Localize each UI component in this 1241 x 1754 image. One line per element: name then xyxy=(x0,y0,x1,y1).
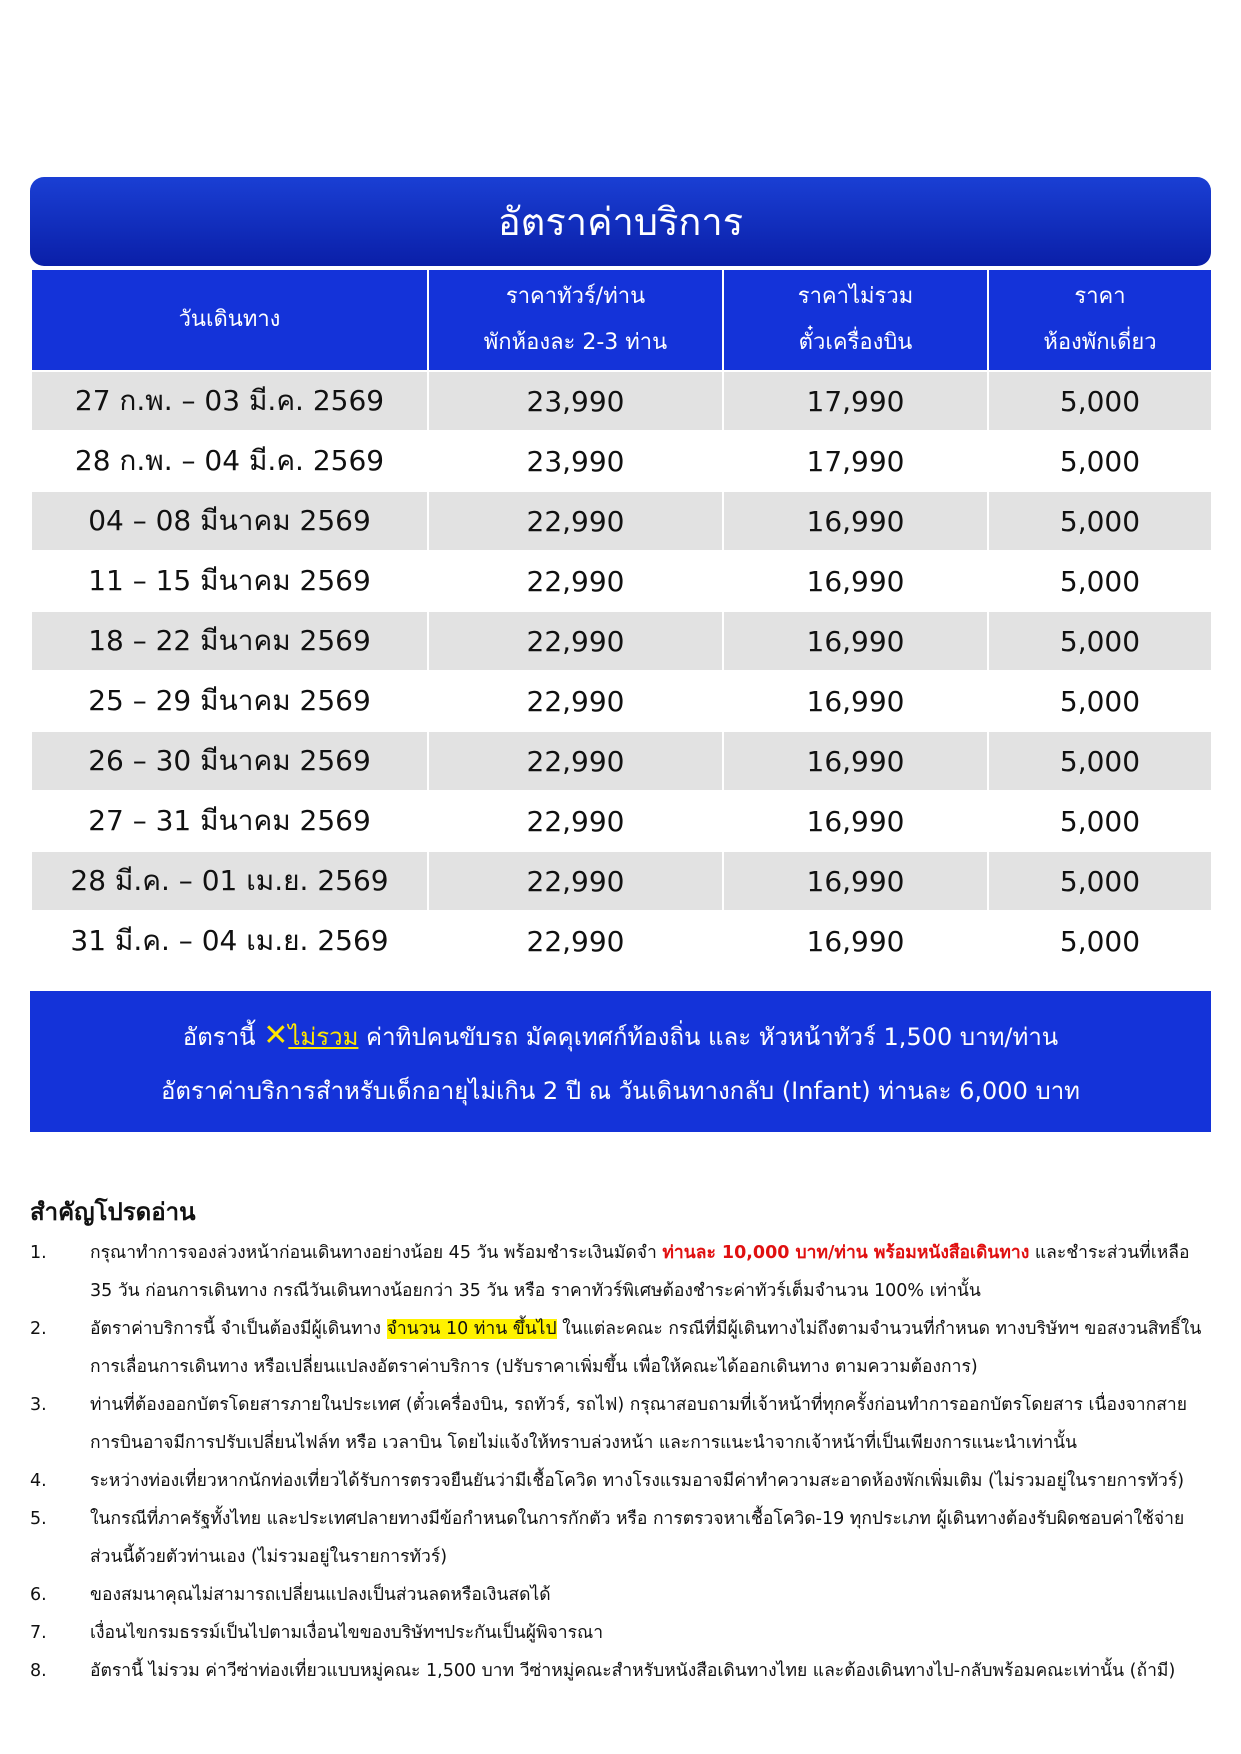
no-flight-price-cell: 16,990 xyxy=(723,611,988,671)
single-room-cell: 5,000 xyxy=(988,911,1212,971)
list-item xyxy=(30,1386,1215,1462)
no-flight-price-cell: 16,990 xyxy=(723,551,988,611)
header-single-room-price xyxy=(988,269,1212,371)
tour-price-cell: 22,990 xyxy=(428,611,723,671)
item-number: 5. xyxy=(30,1509,47,1529)
table-row xyxy=(31,791,1212,851)
rates-table xyxy=(30,268,1213,972)
tour-price-cell: 23,990 xyxy=(428,431,723,491)
header-line: ห้องพักเดี่ยว xyxy=(1043,330,1157,355)
note-text: อัตรานี้ xyxy=(182,1023,264,1051)
tour-price-cell: 23,990 xyxy=(428,371,723,431)
list-item xyxy=(30,1576,1215,1614)
no-flight-price-cell: 16,990 xyxy=(723,791,988,851)
rate-note-box xyxy=(30,991,1211,1132)
single-room-cell: 5,000 xyxy=(988,731,1212,791)
no-flight-price-cell: 16,990 xyxy=(723,671,988,731)
note-text: ค่าทิปคนขับรถ มัคคุเทศก์ท้องถิ่น และ หัวหน้าทัวร์ 1,500 บาท/ท่าน xyxy=(358,1023,1059,1051)
single-room-cell: 5,000 xyxy=(988,851,1212,911)
no-flight-price-cell: 16,990 xyxy=(723,911,988,971)
date-cell: 18 – 22 มีนาคม 2569 xyxy=(31,611,428,671)
no-flight-price-cell: 17,990 xyxy=(723,371,988,431)
date-cell: 28 ก.พ. – 04 มี.ค. 2569 xyxy=(31,431,428,491)
no-flight-price-cell: 16,990 xyxy=(723,731,988,791)
header-no-flight-price xyxy=(723,269,988,371)
list-item xyxy=(30,1500,1215,1576)
item-number: 8. xyxy=(30,1661,47,1681)
item-text: อัตรานี้ ไม่รวม ค่าวีซ่าท่องเที่ยวแบบหมู่คณะ 1,500 บาท วีซ่าหมู่คณะสำหรับหนังสือเดินทางไทย และต้องเดินทางไป-กลับพร้อมคณะเท่านั้น (ถ้ามี) xyxy=(90,1661,1176,1681)
date-cell: 04 – 08 มีนาคม 2569 xyxy=(31,491,428,551)
single-room-cell: 5,000 xyxy=(988,791,1212,851)
single-room-cell: 5,000 xyxy=(988,611,1212,671)
item-text: ระหว่างท่องเที่ยวหากนักท่องเที่ยวได้รับการตรวจยืนยันว่ามีเชื้อโควิด ทางโรงแรมอาจมีค่าทำความสะอาดห้องพักเพิ่มเติม (ไม่รวมอยู่ในรายการทัวร์) xyxy=(90,1471,1185,1491)
important-list xyxy=(30,1234,1215,1690)
table-row xyxy=(31,731,1212,791)
date-cell: 31 มี.ค. – 04 เม.ย. 2569 xyxy=(31,911,428,971)
table-header-row xyxy=(31,269,1212,371)
single-room-cell: 5,000 xyxy=(988,491,1212,551)
table-row xyxy=(31,431,1212,491)
header-line: ราคา xyxy=(1074,284,1126,309)
single-room-cell: 5,000 xyxy=(988,371,1212,431)
note-line-exclusions xyxy=(30,1017,1211,1056)
item-text: เงื่อนไขกรมธรรม์เป็นไปตามเงื่อนไขของบริษัทฯประกันเป็นผู้พิจารณา xyxy=(90,1623,604,1643)
date-cell: 11 – 15 มีนาคม 2569 xyxy=(31,551,428,611)
tour-price-cell: 22,990 xyxy=(428,851,723,911)
item-text: ในแต่ละคณะ กรณีที่มีผู้เดินทางไม่ถึงตามจำนวนที่กำหนด ทางบริษัทฯ ขอสงวนสิทธิ์ในการเลื่อนการเดินทาง หรือเปลี่ยนแปลงอัตราค่าบริการ (ปรับราคาเพิ่มขึ้น เพื่อให้คณะได้ออกเดินทาง ตามความต้องการ) xyxy=(90,1319,1202,1377)
list-item xyxy=(30,1310,1215,1386)
no-flight-price-cell: 16,990 xyxy=(723,851,988,911)
table-row xyxy=(31,491,1212,551)
single-room-cell: 5,000 xyxy=(988,671,1212,731)
date-cell: 27 – 31 มีนาคม 2569 xyxy=(31,791,428,851)
x-mark-icon: ✕ xyxy=(263,1018,289,1053)
deposit-highlight: ท่านละ 10,000 บาท/ท่าน พร้อมหนังสือเดินทาง xyxy=(662,1243,1030,1263)
date-cell: 27 ก.พ. – 03 มี.ค. 2569 xyxy=(31,371,428,431)
date-cell: 28 มี.ค. – 01 เม.ย. 2569 xyxy=(31,851,428,911)
tour-price-cell: 22,990 xyxy=(428,671,723,731)
header-line: ตั๋วเครื่องบิน xyxy=(798,330,913,355)
not-included-label: ไม่รวม xyxy=(288,1023,359,1051)
header-travel-date xyxy=(31,269,428,371)
item-number: 3. xyxy=(30,1395,47,1415)
item-text: และชำระส่วนที่เหลือ 35 วัน ก่อนการเดินทาง กรณีวันเดินทางน้อยกว่า 35 วัน หรือ ราคาทัวร์พิเศษต้องชำระค่าทัวร์เต็มจำนวน 100% เท่านั้น xyxy=(90,1243,1190,1301)
header-line: ราคาทัวร์/ท่าน xyxy=(505,284,646,309)
table-row xyxy=(31,851,1212,911)
item-text: อัตราค่าบริการนี้ จำเป็นต้องมีผู้เดินทาง xyxy=(90,1319,387,1339)
list-item xyxy=(30,1652,1215,1690)
date-cell: 26 – 30 มีนาคม 2569 xyxy=(31,731,428,791)
table-row xyxy=(31,371,1212,431)
important-title: สำคัญโปรดอ่าน xyxy=(30,1198,196,1226)
table-row xyxy=(31,551,1212,611)
single-room-cell: 5,000 xyxy=(988,551,1212,611)
no-flight-price-cell: 16,990 xyxy=(723,491,988,551)
header-line: พักห้องละ 2-3 ท่าน xyxy=(483,330,668,355)
header-line: วันเดินทาง xyxy=(178,307,281,332)
table-row xyxy=(31,611,1212,671)
item-text: กรุณาทำการจองล่วงหน้าก่อนเดินทางอย่างน้อย 45 วัน พร้อมชำระเงินมัดจำ xyxy=(90,1243,663,1263)
item-text: ท่านที่ต้องออกบัตรโดยสารภายในประเทศ (ตั๋วเครื่องบิน, รถทัวร์, รถไฟ) กรุณาสอบถามที่เจ้าหน้าที่ทุกครั้งก่อนทำการออกบัตรโดยสาร เนื่องจากสายการบินอาจมีการปรับเปลี่ยนไฟล์ท หรือ เวลาบิน โดยไม่แจ้งให้ทราบล่วงหน้า และการแนะนำจากเจ้าหน้าที่เป็นเพียงการแนะนำเท่านั้น xyxy=(90,1395,1187,1453)
item-number: 4. xyxy=(30,1471,47,1491)
list-item xyxy=(30,1614,1215,1652)
page-title: อัตราค่าบริการ xyxy=(30,177,1211,266)
header-line: ราคาไม่รวม xyxy=(797,284,914,309)
item-text: ในกรณีที่ภาครัฐทั้งไทย และประเทศปลายทางมีข้อกำหนดในการกักตัว หรือ การตรวจหาเชื้อโควิด-19 ทุกประเภท ผู้เดินทางต้องรับผิดชอบค่าใช้จ่ายส่วนนี้ด้วยตัวท่านเอง (ไม่รวมอยู่ในรายการทัวร์) xyxy=(90,1509,1185,1567)
table-row xyxy=(31,671,1212,731)
item-number: 7. xyxy=(30,1623,47,1643)
date-cell: 25 – 29 มีนาคม 2569 xyxy=(31,671,428,731)
tour-price-cell: 22,990 xyxy=(428,731,723,791)
tour-price-cell: 22,990 xyxy=(428,791,723,851)
item-number: 1. xyxy=(30,1243,47,1263)
table-row xyxy=(31,911,1212,971)
no-flight-price-cell: 17,990 xyxy=(723,431,988,491)
note-line-infant: อัตราค่าบริการสำหรับเด็กอายุไม่เกิน 2 ปี ณ วันเดินทางกลับ (Infant) ท่านละ 6,000 บาท xyxy=(161,1077,1080,1105)
item-number: 2. xyxy=(30,1319,47,1339)
list-item xyxy=(30,1462,1215,1500)
tour-price-cell: 22,990 xyxy=(428,551,723,611)
single-room-cell: 5,000 xyxy=(988,431,1212,491)
list-item xyxy=(30,1234,1215,1310)
min-travelers-highlight: จำนวน 10 ท่าน ขึ้นไป xyxy=(386,1319,557,1339)
tour-price-cell: 22,990 xyxy=(428,911,723,971)
tour-price-cell: 22,990 xyxy=(428,491,723,551)
header-tour-price xyxy=(428,269,723,371)
item-number: 6. xyxy=(30,1585,47,1605)
item-text: ของสมนาคุณไม่สามารถเปลี่ยนแปลงเป็นส่วนลดหรือเงินสดได้ xyxy=(90,1585,551,1605)
